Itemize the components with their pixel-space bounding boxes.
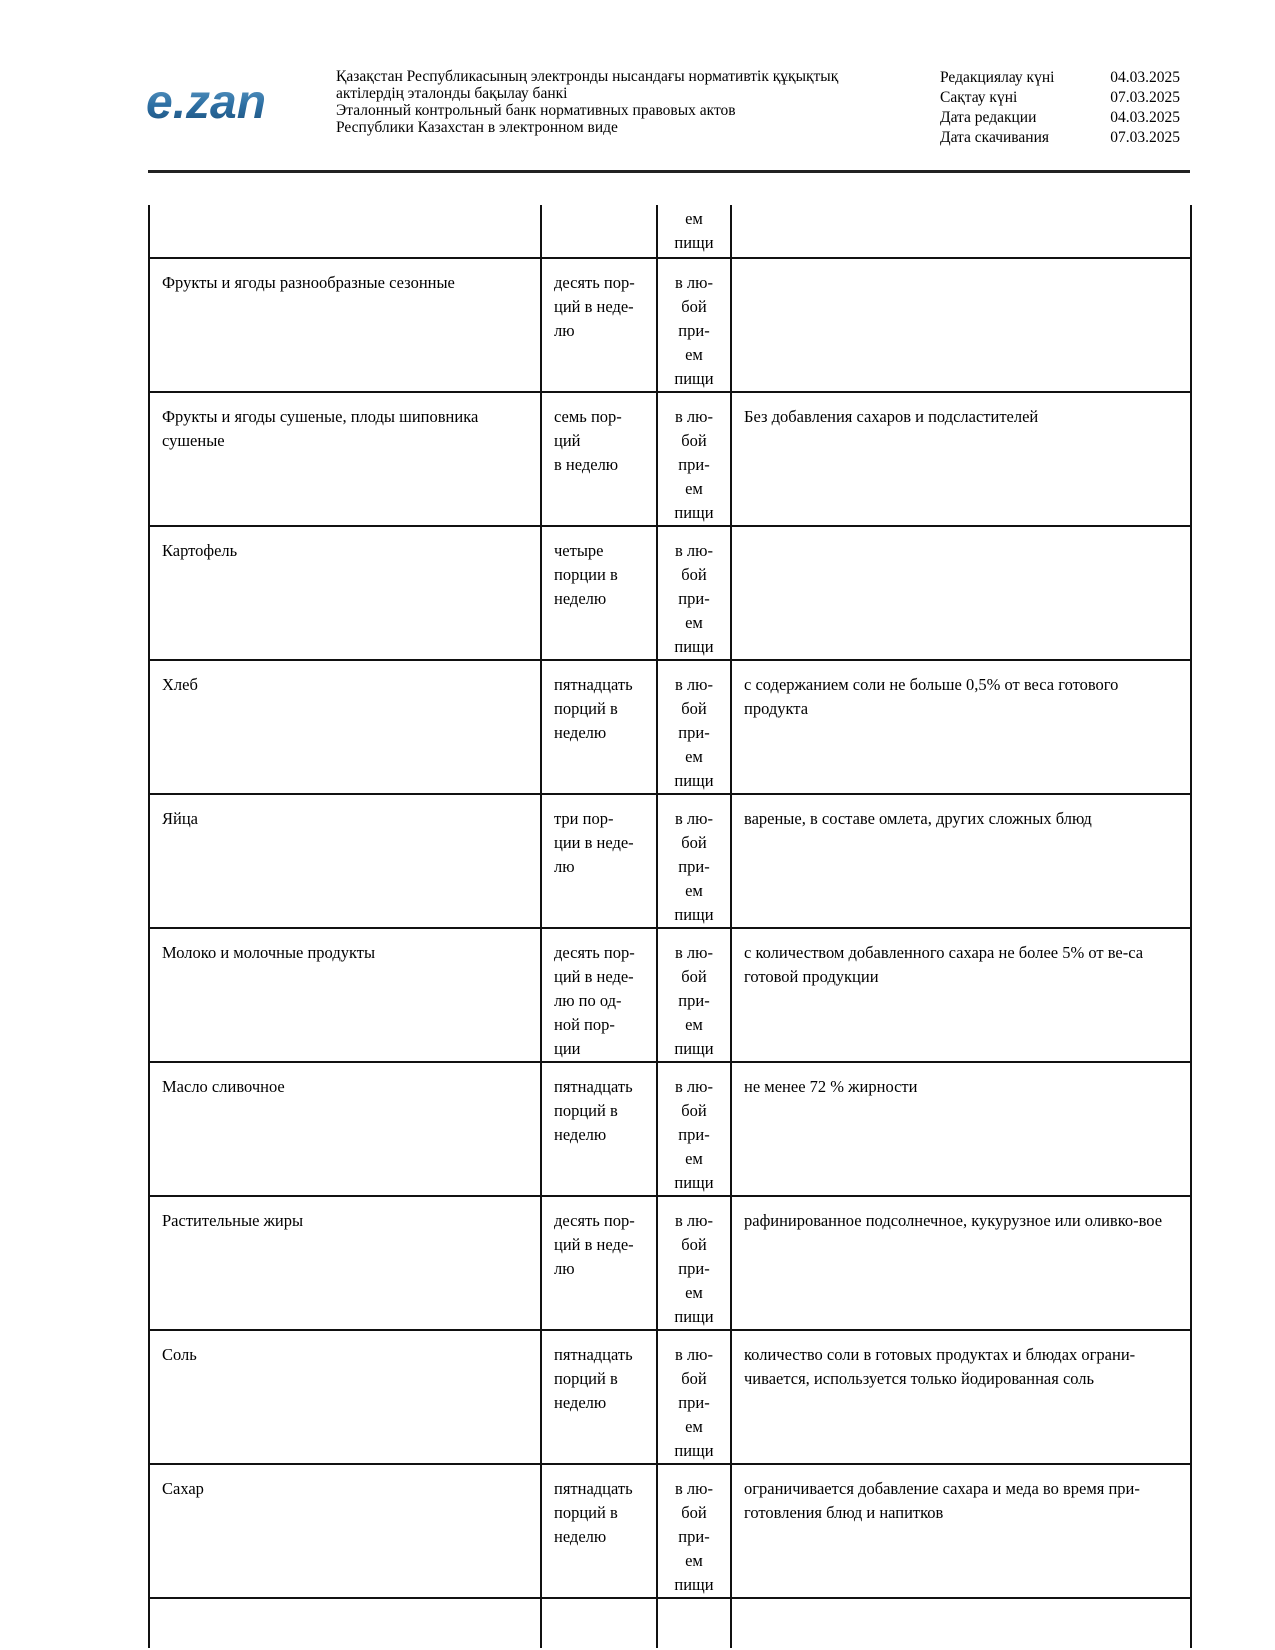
meal-line: бой [681, 699, 707, 718]
frequency-line: десять пор- [554, 1211, 635, 1230]
logo-text: e.zan [146, 76, 267, 129]
meal-line: при- [678, 1259, 710, 1278]
frequency-line: пятнадцать [554, 1345, 633, 1364]
meal-line: ем [685, 747, 703, 766]
frequency-line: неделю [554, 1393, 607, 1412]
date-value: 04.03.2025 [1110, 69, 1180, 86]
meal-line: при- [678, 1527, 710, 1546]
product-cell: Молоко и молочные продукты [149, 928, 541, 1062]
meal-line: бой [681, 565, 707, 584]
frequency-line: пятнадцать [554, 1077, 633, 1096]
frequency-line: порций в [554, 1369, 618, 1388]
frequency-line: ной пор- [554, 1015, 615, 1034]
meal-line: ем [685, 1417, 703, 1436]
meal-line: пищи [674, 503, 714, 522]
meal-line: при- [678, 1125, 710, 1144]
meal-line: бой [681, 1235, 707, 1254]
frequency-cell [541, 258, 657, 392]
meal-line: пищи [674, 369, 714, 388]
product-cell: Растительные жиры [149, 1196, 541, 1330]
frequency-line: пятнадцать [554, 1479, 633, 1498]
header-title [336, 68, 896, 136]
meal-line: пищи [674, 233, 714, 252]
note-cell [731, 258, 1191, 392]
meal-line: в лю- [675, 675, 713, 694]
table-cell [657, 1598, 731, 1648]
date-value: 04.03.2025 [1110, 109, 1180, 126]
meal-cell [657, 660, 731, 794]
note-cell: вареные, в составе омлета, других сложных блюд [731, 794, 1191, 928]
product-cell: Сахар [149, 1464, 541, 1598]
meal-line: пищи [674, 1307, 714, 1326]
table-cell [149, 205, 541, 258]
date-label: Дата редакции [940, 109, 1037, 126]
meal-line: при- [678, 1393, 710, 1412]
frequency-line: ций в неде- [554, 297, 634, 316]
header-divider [148, 170, 1190, 173]
frequency-line: три пор- [554, 809, 614, 828]
meal-line: ем [685, 1149, 703, 1168]
date-label: Редакциялау күні [940, 69, 1055, 86]
frequency-cell [541, 1464, 657, 1598]
table-row [149, 928, 1191, 1062]
meal-line: при- [678, 589, 710, 608]
meal-line: ем [685, 345, 703, 364]
frequency-line: ций в неде- [554, 967, 634, 986]
note-cell: рафинированное подсолнечное, кукурузное или оливко-вое [731, 1196, 1191, 1330]
note-cell: Без добавления сахаров и подсластителей [731, 392, 1191, 526]
product-cell: Яйца [149, 794, 541, 928]
frequency-line: порций в [554, 1503, 618, 1522]
meal-cell [657, 205, 731, 258]
note-cell: с количеством добавленного сахара не более 5% от ве-са готовой продукции [731, 928, 1191, 1062]
header-title-line: Республики Казахстан в электронном виде [336, 119, 618, 136]
meal-line: при- [678, 991, 710, 1010]
product-cell: Фрукты и ягоды сушеные, плоды шиповника сушеные [149, 392, 541, 526]
meal-line: в лю- [675, 1345, 713, 1364]
table-cell [541, 205, 657, 258]
meal-line: в лю- [675, 407, 713, 426]
meal-line: пищи [674, 1039, 714, 1058]
meal-line: ем [685, 479, 703, 498]
product-cell: Соль [149, 1330, 541, 1464]
frequency-cell [541, 1330, 657, 1464]
header-title-line: Эталонный контрольный банк нормативных правовых актов [336, 102, 736, 119]
meal-line: ем [685, 1283, 703, 1302]
product-cell: Масло сливочное [149, 1062, 541, 1196]
frequency-line: лю по од- [554, 991, 622, 1010]
table-row [149, 1062, 1191, 1196]
meal-cell [657, 526, 731, 660]
date-row [940, 88, 1180, 108]
meal-line: ем [685, 613, 703, 632]
meal-line: в лю- [675, 1211, 713, 1230]
table-row [149, 1196, 1191, 1330]
meal-line: в лю- [675, 541, 713, 560]
meal-line: в лю- [675, 809, 713, 828]
meal-line: ем [685, 1551, 703, 1570]
meal-line: бой [681, 431, 707, 450]
frequency-line: неделю [554, 589, 607, 608]
header-title-line: Қазақстан Республикасының электронды нысандағы нормативтік құқықтық [336, 68, 839, 85]
header-title-line: актілердің эталонды бақылау банкі [336, 85, 568, 102]
frequency-line: семь пор- [554, 407, 622, 426]
frequency-line: ции в неде- [554, 833, 634, 852]
frequency-line: ций в неде- [554, 1235, 634, 1254]
meal-cell [657, 928, 731, 1062]
ezan-logo [146, 72, 296, 132]
table-row [149, 1330, 1191, 1464]
nutrition-table [148, 205, 1192, 1648]
frequency-line: порций в [554, 1101, 618, 1120]
frequency-line: десять пор- [554, 273, 635, 292]
date-row [940, 128, 1180, 148]
frequency-line: ций [554, 431, 581, 450]
meal-line: при- [678, 321, 710, 340]
product-cell: Хлеб [149, 660, 541, 794]
product-cell: Картофель [149, 526, 541, 660]
table-row-continuation [149, 1598, 1191, 1648]
frequency-line: ции [554, 1039, 581, 1058]
frequency-line: четыре [554, 541, 604, 560]
frequency-cell [541, 526, 657, 660]
date-label: Дата скачивания [940, 129, 1050, 146]
meal-line: в лю- [675, 1479, 713, 1498]
frequency-line: лю [554, 321, 575, 340]
meal-line: при- [678, 723, 710, 742]
meal-cell [657, 1330, 731, 1464]
meal-line: пищи [674, 1441, 714, 1460]
frequency-line: лю [554, 857, 575, 876]
meal-line: ем [685, 881, 703, 900]
date-value: 07.03.2025 [1110, 89, 1180, 106]
date-row [940, 68, 1180, 88]
date-label: Сақтау күні [940, 89, 1018, 106]
product-cell: Фрукты и ягоды разнообразные сезонные [149, 258, 541, 392]
table-row [149, 258, 1191, 392]
frequency-line: лю [554, 1259, 575, 1278]
frequency-line: десять пор- [554, 943, 635, 962]
frequency-line: порции в [554, 565, 618, 584]
meal-line: при- [678, 455, 710, 474]
table-row [149, 392, 1191, 526]
date-value: 07.03.2025 [1110, 129, 1180, 146]
frequency-cell [541, 1196, 657, 1330]
table-cell [731, 205, 1191, 258]
date-row [940, 108, 1180, 128]
table-cell [541, 1598, 657, 1648]
frequency-cell [541, 794, 657, 928]
table-row-continuation [149, 205, 1191, 258]
meal-line: пищи [674, 637, 714, 656]
note-cell: не менее 72 % жирности [731, 1062, 1191, 1196]
meal-line: ем [685, 209, 703, 228]
note-cell [731, 526, 1191, 660]
meal-line: бой [681, 1369, 707, 1388]
table-row [149, 660, 1191, 794]
meal-cell [657, 258, 731, 392]
table-row [149, 794, 1191, 928]
table-cell [149, 1598, 541, 1648]
table-row [149, 526, 1191, 660]
note-cell: ограничивается добавление сахара и меда во время при-готовления блюд и напитков [731, 1464, 1191, 1598]
meal-line: бой [681, 1101, 707, 1120]
header-dates [940, 68, 1180, 148]
frequency-line: в неделю [554, 455, 619, 474]
frequency-cell [541, 660, 657, 794]
table-cell [731, 1598, 1191, 1648]
meal-line: пищи [674, 771, 714, 790]
frequency-line: порций в [554, 699, 618, 718]
meal-line: пищи [674, 1173, 714, 1192]
meal-cell [657, 1196, 731, 1330]
meal-line: в лю- [675, 943, 713, 962]
frequency-cell [541, 392, 657, 526]
meal-line: при- [678, 857, 710, 876]
meal-line: пищи [674, 1575, 714, 1594]
meal-line: пищи [674, 905, 714, 924]
meal-cell [657, 392, 731, 526]
frequency-cell [541, 1062, 657, 1196]
meal-line: бой [681, 967, 707, 986]
meal-line: в лю- [675, 1077, 713, 1096]
frequency-line: пятнадцать [554, 675, 633, 694]
meal-line: ем [685, 1015, 703, 1034]
meal-line: бой [681, 297, 707, 316]
table-row [149, 1464, 1191, 1598]
meal-cell [657, 1464, 731, 1598]
meal-line: бой [681, 833, 707, 852]
frequency-line: неделю [554, 1527, 607, 1546]
note-cell: количество соли в готовых продуктах и блюдах ограни-чивается, используется только йодированная соль [731, 1330, 1191, 1464]
frequency-cell [541, 928, 657, 1062]
frequency-line: неделю [554, 723, 607, 742]
meal-line: бой [681, 1503, 707, 1522]
meal-cell [657, 1062, 731, 1196]
meal-cell [657, 794, 731, 928]
frequency-line: неделю [554, 1125, 607, 1144]
note-cell: с содержанием соли не больше 0,5% от веса готового продукта [731, 660, 1191, 794]
meal-line: в лю- [675, 273, 713, 292]
